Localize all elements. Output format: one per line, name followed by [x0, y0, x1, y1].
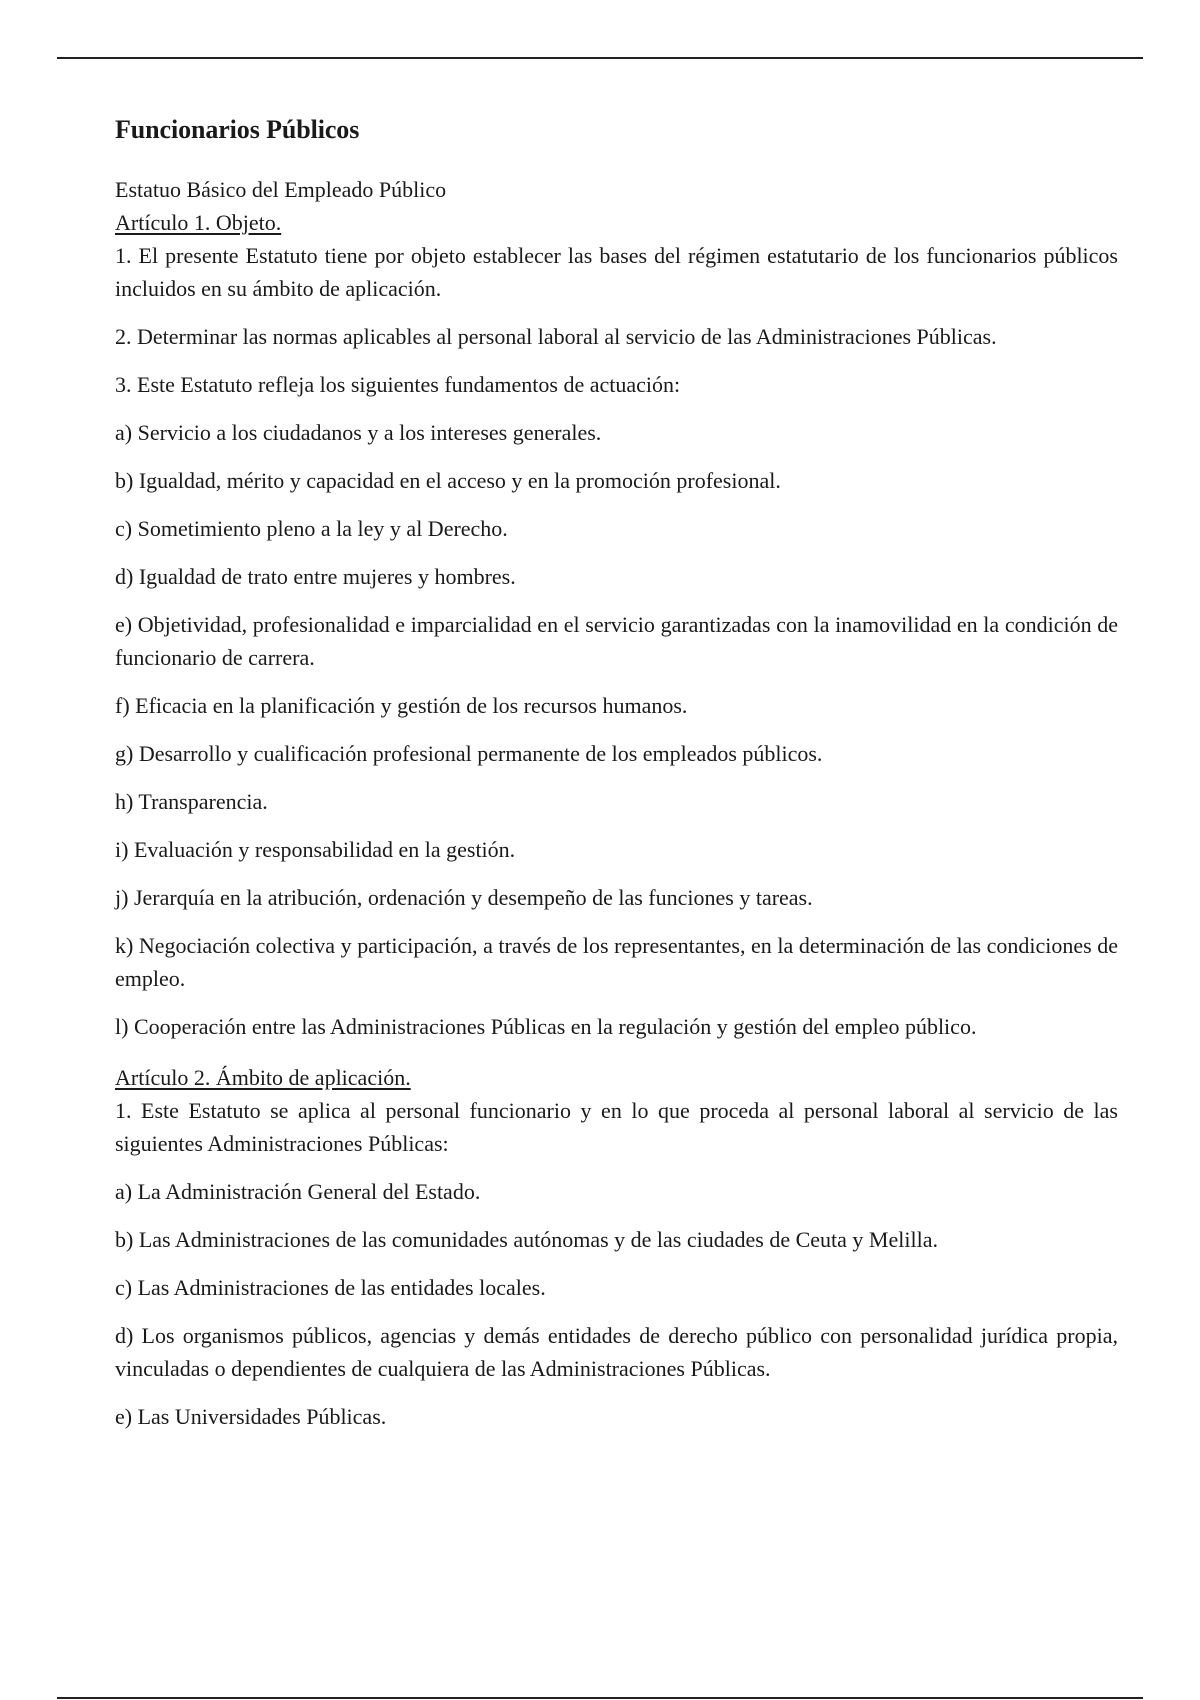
list-item: b) Las Administraciones de las comunidades autónomas y de las ciudades de Ceuta y Melilla. [115, 1227, 938, 1252]
article-2-heading: Artículo 2. Ámbito de aplicación. [115, 1065, 411, 1090]
list-item: f) Eficacia en la planificación y gestión de los recursos humanos. [115, 693, 688, 718]
list-item: a) Servicio a los ciudadanos y a los intereses generales. [115, 420, 602, 445]
list-item: c) Las Administraciones de las entidades locales. [115, 1275, 546, 1300]
list-item: a) La Administración General del Estado. [115, 1179, 481, 1204]
article-1-heading: Artículo 1. Objeto. [115, 210, 282, 235]
list-item: d) Los organismos públicos, agencias y demás entidades de derecho público con personalidad jurídica propia, vinculadas o dependientes de cualquiera de las Administraciones Públicas. [115, 1323, 1118, 1381]
paragraph: 2. Determinar las normas aplicables al personal laboral al servicio de las Administraciones Públicas. [115, 324, 997, 349]
bottom-rule [57, 1697, 1143, 1699]
document-body [115, 108, 1118, 1448]
list-item: j) Jerarquía en la atribución, ordenación y desempeño de las funciones y tareas. [115, 885, 813, 910]
list-item: e) Objetividad, profesionalidad e imparcialidad en el servicio garantizadas con la inamovilidad en la condición de funcionario de carrera. [115, 612, 1118, 670]
paragraph: 3. Este Estatuto refleja los siguientes fundamentos de actuación: [115, 372, 681, 397]
article-1-section [115, 206, 1118, 1043]
list-item: c) Sometimiento pleno a la ley y al Derecho. [115, 516, 508, 541]
document-title: Funcionarios Públicos [115, 115, 360, 144]
document-subtitle: Estatuo Básico del Empleado Público [115, 177, 447, 202]
list-item: h) Transparencia. [115, 789, 268, 814]
list-item: d) Igualdad de trato entre mujeres y hombres. [115, 564, 516, 589]
paragraph: 1. El presente Estatuto tiene por objeto establecer las bases del régimen estatutario de los funcionarios públicos incluidos en su ámbito de aplicación. [115, 243, 1118, 301]
paragraph: 1. Este Estatuto se aplica al personal funcionario y en lo que proceda al personal laboral al servicio de las siguientes Administraciones Públicas: [115, 1098, 1118, 1156]
top-rule [57, 57, 1143, 59]
list-item: i) Evaluación y responsabilidad en la gestión. [115, 837, 516, 862]
list-item: e) Las Universidades Públicas. [115, 1404, 387, 1429]
list-item: b) Igualdad, mérito y capacidad en el acceso y en la promoción profesional. [115, 468, 781, 493]
list-item: k) Negociación colectiva y participación, a través de los representantes, en la determinación de las condiciones de empleo. [115, 933, 1118, 991]
article-2-section [115, 1061, 1118, 1433]
list-item: l) Cooperación entre las Administraciones Públicas en la regulación y gestión del empleo público. [115, 1014, 977, 1039]
list-item: g) Desarrollo y cualificación profesional permanente de los empleados públicos. [115, 741, 823, 766]
